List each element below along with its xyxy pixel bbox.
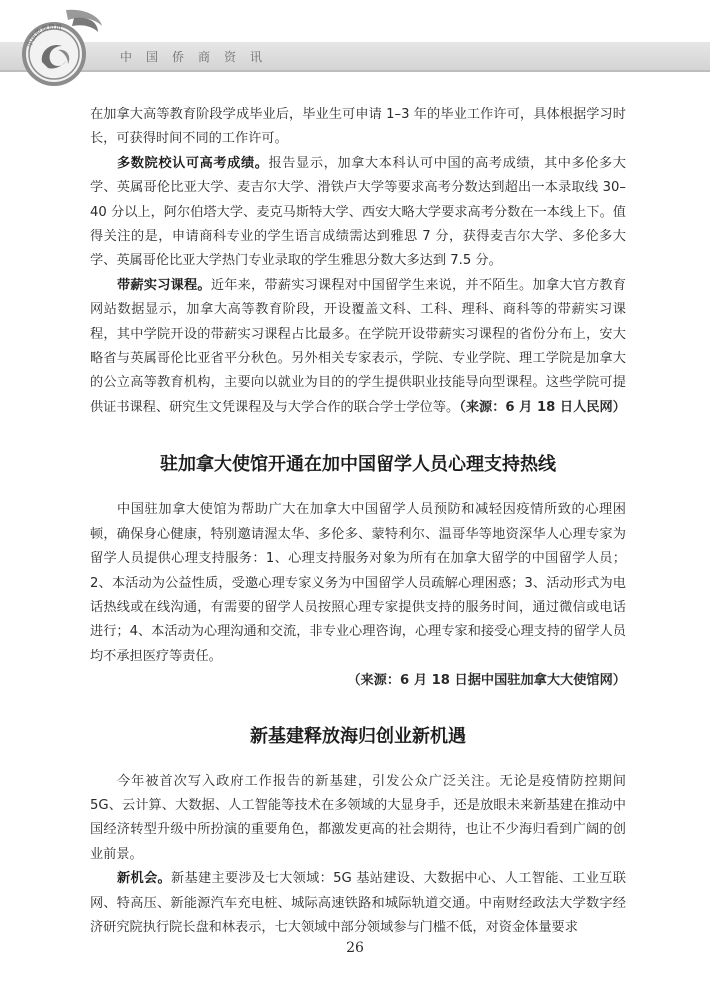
paragraph: [90, 498, 626, 669]
paragraph: [90, 770, 626, 868]
magazine-logo: [14, 6, 106, 90]
paragraph-text: 今年被首次写入政府工作报告的新基建，引发公众广泛关注。无论是疫情防控期间 5G、云计算、大数据、人工智能等技术在多领域的大显身手，还是放眼未来新基建在推动中国经济转型升级中所扮演的重要角色，都激发更高的社会期待，也让不少海归看到广阔的创业前景。: [90, 773, 626, 862]
section-heading: 新基建释放海归创业新机遇: [250, 725, 466, 747]
paragraph: [90, 103, 626, 152]
source-citation: （来源：6 月 18 日人民网）: [459, 399, 626, 415]
paragraph: [90, 274, 626, 420]
section-heading: 驻加拿大使馆开通在加中国留学人员心理支持热线: [160, 454, 556, 476]
article-content: [90, 103, 626, 940]
paragraph: [90, 152, 626, 274]
page-header: [0, 0, 710, 80]
paragraph: [90, 867, 626, 940]
source-line: [90, 669, 626, 693]
header-title: 中国侨商资讯: [120, 50, 277, 64]
paragraph-text: 在加拿大高等教育阶段学成毕业后，毕业生可申请 1–3 年的毕业工作许可，具体根据学习时长，可获得时间不同的工作许可。: [90, 107, 626, 147]
paragraph-text: 报告显示，加拿大本科认可中国的高考成绩，其中多伦多大学、英属哥伦比亚大学、麦吉尔大学、滑铁卢大学等要求高考分数达到超出一本录取线 30–40 分以上，阿尔伯塔大学、麦克马斯特大学、西安大略大学要求高考分数在一本线上下。值得关注的是，申请商科专业的学生语言成绩需达到雅思 7 分，获得麦吉尔大学、多伦多大学、英属哥伦比亚大学热门专业录取的学生雅思分数大多达到 7.5 分。: [90, 155, 626, 269]
header-band: [0, 42, 710, 72]
paragraph-text: 新基建主要涉及七大领域：5G 基站建设、大数据中心、人工智能、工业互联网、特高压、新能源汽车充电桩、城际高速铁路和城际轨道交通。中南财经政法大学数字经济研究院执行院长盘和林表示，七大领域中部分领域参与门槛不低，对资金体量要求: [90, 871, 626, 935]
page-number: 26: [346, 940, 364, 956]
paragraph-lead: 多数院校认可高考成绩。: [117, 155, 269, 171]
svg-text:中国侨商资讯: 中国侨商资讯: [25, 22, 63, 49]
source-citation: （来源：6 月 18 日据中国驻加拿大大使馆网）: [347, 673, 626, 689]
paragraph-text: 近年来，带薪实习课程对中国留学生来说，并不陌生。加拿大官方教育网站数据显示，加拿大高等教育阶段，开设覆盖文科、工科、理科、商科等的带薪实习课程，其中学院开设的带薪实习课程占比最多。在学院开设带薪实习课程的省份分布上，安大略省与英属哥伦比亚省平分秋色。另外相关专家表示，学院、专业学院、理工学院是加拿大的公立高等教育机构，主要向以就业为目的的学生提供职业技能导向型课程。这些学院可提供证书课程、研究生文凭课程及与大学合作的联合学士学位等。: [90, 277, 627, 415]
paragraph-lead: 新机会。: [117, 871, 172, 887]
paragraph-lead: 带薪实习课程。: [117, 277, 211, 293]
paragraph-text: 中国驻加拿大使馆为帮助广大在加拿大中国留学人员预防和减轻因疫情所致的心理困顿，确保身心健康，特别邀请渥太华、多伦多、蒙特利尔、温哥华等地资深华人心理专家为留学人员提供心理支持服务：1、心理支持服务对象为所有在加拿大留学的中国留学人员；2、本活动为公益性质，受邀心理专家义务为中国留学人员疏解心理困惑；3、活动形式为电话热线或在线沟通，有需要的留学人员按照心理专家提供支持的服务时间，通过微信或电话进行；4、本活动为心理沟通和交流，非专业心理咨询，心理专家和接受心理支持的留学人员均不承担医疗等责任。: [90, 502, 626, 664]
